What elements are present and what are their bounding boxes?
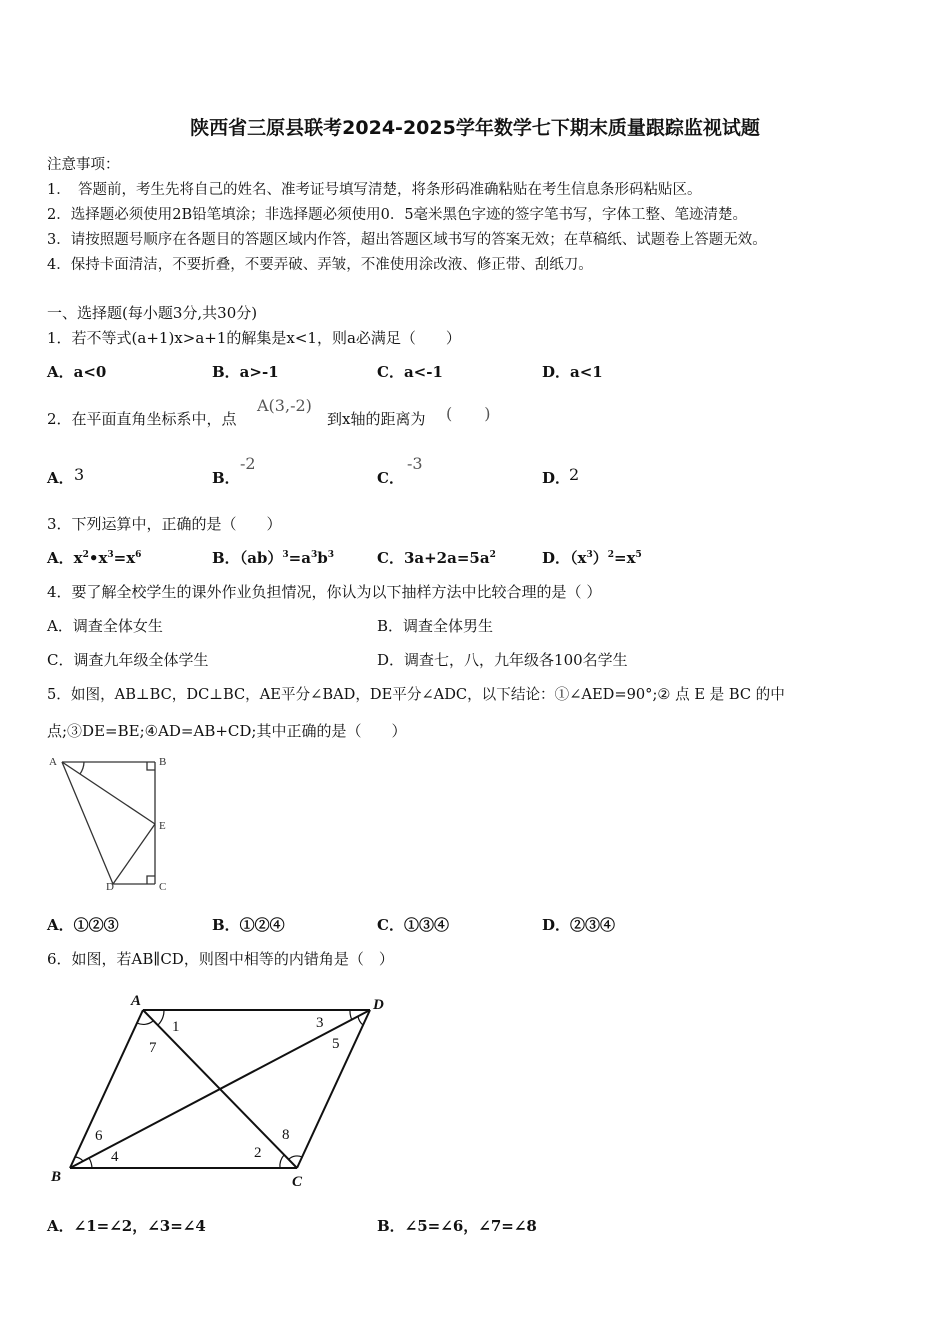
angle-3: 3 [316, 1015, 324, 1031]
option-label: B． [212, 549, 240, 567]
q3-option-a[interactable]: A．$x^2•x^3=x^6$ [47, 549, 142, 567]
q2-stem-after: 到x轴的距离为 [327, 410, 426, 428]
option-label: C． [377, 549, 404, 567]
q6-figure [40, 985, 400, 1195]
label-D: D [106, 881, 114, 893]
q3-option-c[interactable]: C．$3a+2a=5a^2$ [377, 549, 496, 567]
label-B: B [159, 756, 167, 768]
question-6-stem: 6．如图，若AB∥CD，则图中相等的内错角是（ ） [47, 950, 394, 968]
question-3-stem: 3．下列运算中，正确的是（ ） [47, 515, 282, 533]
page-title: 陕西省三原县联考2024-2025学年数学七下期末质量跟踪监视试题 [190, 117, 760, 139]
q1-option-c[interactable]: C．a<-1 [377, 363, 443, 381]
notice-item: 4．保持卡面清洁，不要折叠，不要弄破、弄皱，不准使用涂改液、修正带、刮纸刀。 [47, 257, 593, 273]
notice-item: 3．请按照题号顺序在各题目的答题区域内作答，超出答题区域书写的答案无效；在草稿纸、试题卷上答题无效。 [47, 232, 767, 248]
q3-option-b[interactable]: B．$(ab)^3=a^3b^3$ [212, 549, 334, 567]
q4-option-d[interactable]: D．调查七，八，九年级各100名学生 [377, 651, 628, 669]
notice-item: 2．选择题必须使用2B铅笔填涂；非选择题必须使用0．5毫米黑色字迹的签字笔书写，字体工整、笔迹清楚。 [47, 207, 748, 223]
q4-option-b[interactable]: B．调查全体男生 [377, 617, 494, 635]
q1-option-a[interactable]: A．a<0 [47, 363, 107, 381]
q2-option-b-value: -2 [240, 454, 256, 473]
q4-option-c[interactable]: C．调查九年级全体学生 [47, 651, 209, 669]
q2-option-b-label[interactable]: B． [212, 469, 240, 487]
q2-option-c-label[interactable]: C． [377, 469, 404, 487]
q1-option-b[interactable]: B．a>-1 [212, 363, 279, 381]
option-label: D． [542, 549, 571, 567]
q3-option-d[interactable]: D．$(x^3)^2=x^5$ [542, 549, 642, 567]
section-heading: 一、选择题(每小题3分,共30分) [47, 304, 258, 322]
question-5-stem-line2: 点;③DE=BE;④AD=AB+CD;其中正确的是（ ） [47, 722, 407, 740]
q2-option-c-value: -3 [407, 454, 423, 473]
question-5-stem-line1: 5．如图，AB⊥BC，DC⊥BC，AE平分∠BAD，DE平分∠ADC，以下结论：①∠AED=90°;② 点 E 是 BC 的中 [47, 686, 785, 703]
angle-5: 5 [332, 1036, 340, 1052]
q5-figure [40, 752, 180, 897]
label-D: D [373, 997, 384, 1013]
angle-6: 6 [95, 1128, 103, 1144]
q2-option-d-label[interactable]: D． [542, 469, 571, 487]
label-C: C [292, 1174, 303, 1190]
q5-option-b[interactable]: B．①②④ [212, 916, 285, 934]
notice-heading: 注意事项： [47, 157, 120, 173]
label-B: B [51, 1169, 62, 1185]
option-label: A． [47, 549, 74, 567]
question-2-stem: 2．在平面直角坐标系中，点 [47, 410, 237, 428]
question-1-stem: 1．若不等式(a+1)x>a+1的解集是x<1，则a必满足（ ） [47, 329, 461, 347]
q2-option-a-value: 3 [74, 465, 85, 484]
q6-option-b[interactable]: B．∠5=∠6，∠7=∠8 [377, 1217, 537, 1235]
q5-option-c[interactable]: C．①③④ [377, 916, 449, 934]
q6-option-a[interactable]: A．∠1=∠2，∠3=∠4 [47, 1217, 206, 1235]
q2-paren: ( ) [446, 404, 491, 423]
angle-1: 1 [172, 1019, 180, 1035]
label-C: C [159, 881, 167, 893]
q2-option-d-value: 2 [569, 465, 580, 484]
q5-option-d[interactable]: D．②③④ [542, 916, 616, 934]
angle-8: 8 [282, 1127, 290, 1143]
q5-option-a[interactable]: A．①②③ [47, 916, 119, 934]
notice-item: 1． 答题前，考生先将自己的姓名、准考证号填写清楚，将条形码准确粘贴在考生信息条形码粘贴区。 [47, 182, 702, 198]
question-4-stem: 4．要了解全校学生的课外作业负担情况，你认为以下抽样方法中比较合理的是（ ） [47, 583, 602, 601]
angle-2: 2 [254, 1145, 262, 1161]
q2-option-a-label[interactable]: A． [47, 469, 74, 487]
angle-4: 4 [111, 1149, 119, 1165]
q2-point: A(3,-2) [257, 396, 312, 415]
q4-option-a[interactable]: A．调查全体女生 [47, 617, 163, 635]
q1-option-d[interactable]: D．a<1 [542, 363, 603, 381]
label-E: E [159, 820, 166, 832]
label-A: A [49, 756, 57, 768]
label-A: A [131, 993, 142, 1009]
angle-7: 7 [149, 1040, 157, 1056]
